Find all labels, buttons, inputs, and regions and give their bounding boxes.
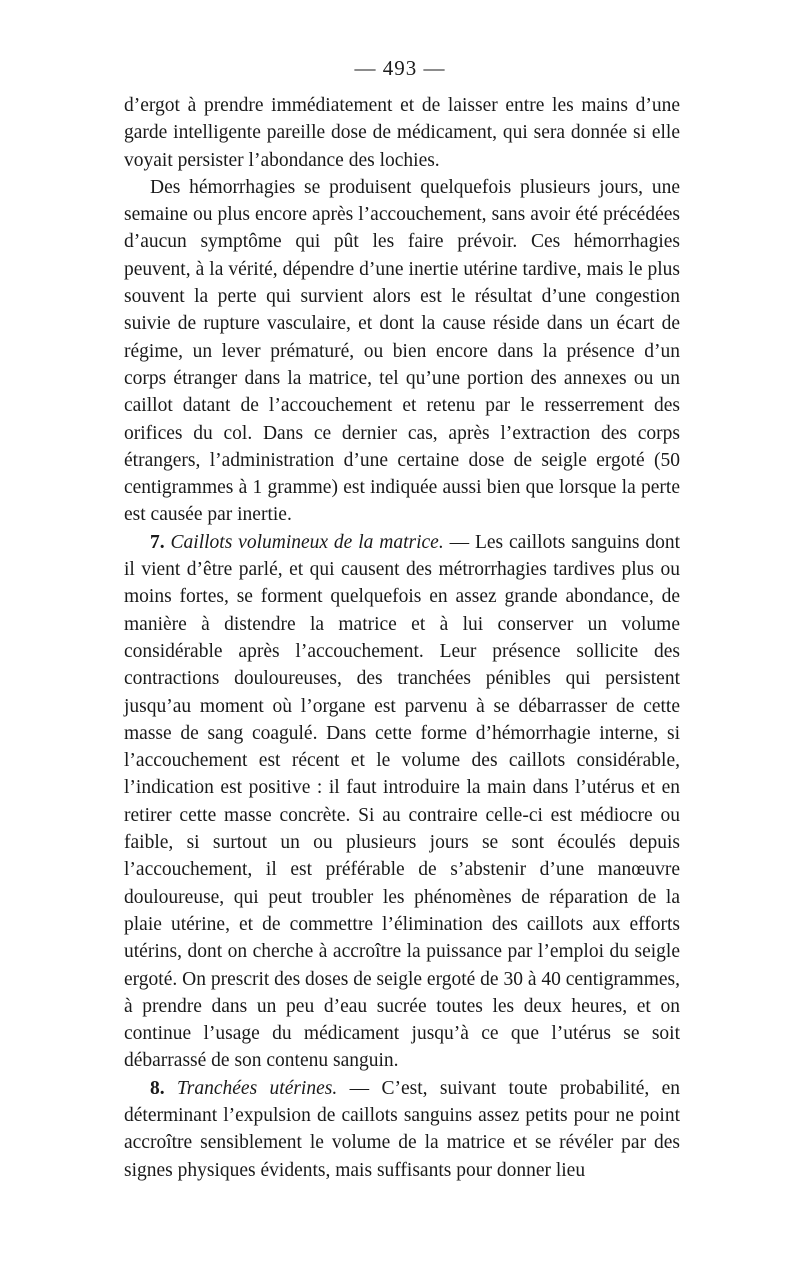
section-title: Tranchées utérines. xyxy=(177,1077,338,1099)
paragraph-text: — Les caillots sanguins dont il vient d’être parlé, et qui causent des métrorrhagies tardives plus ou moins fortes, se forment quelquefois en assez grande abondance, de manière à distendre la matrice et à lui conserver un volume considérable après l’accouchement. Leur présence sollicite des contractions douloureuses, des tranchées pénibles qui persistent jusqu’au moment où l’organe est parvenu à se débarrasser de cette masse de sang coagulé. Dans cette forme d’hémorrhagie interne, si l’accouchement est récent et le volume des caillots considérable, l’indication est positive : il faut introduire la main dans l’utérus et en retirer cette masse concrète. Si au contraire celle-ci est médiocre ou faible, si surtout un ou plusieurs jours se sont écoulés depuis l’accouchement, il est préférable de s’abstenir d’une manœuvre douloureuse, qui peut troubler les phénomènes de réparation de la plaie utérine, et de commettre l’élimination des caillots aux efforts utérins, dont on cherche à accroître la puissance par l’emploi du seigle ergoté. On prescrit des doses de seigle ergoté de 30 à 40 centigrammes, à prendre dans un peu d’eau sucrée toutes les deux heures, et on continue l’usage du médicament jusqu’à ce que l’utérus se soit débarrassé de son contenu sanguin. xyxy=(124,531,681,1072)
body-text xyxy=(124,92,680,1184)
section-7 xyxy=(124,529,680,1075)
section-8 xyxy=(124,1075,680,1184)
section-number: 7. xyxy=(150,531,165,553)
paragraph-late-hemorrhages xyxy=(124,174,680,529)
paragraph-text: — C’est, suivant toute probabilité, en déterminant l’expulsion de caillots sanguins assez petits pour ne point accroître sensiblement le volume de la matrice et se révéler par des signes physiques évidents, mais suffisants pour donner lieu xyxy=(124,1077,681,1181)
section-number: 8. xyxy=(150,1077,165,1099)
paragraph-text: Des hémorrhagies se produisent quelquefois plusieurs jours, une semaine ou plus encore après l’accouchement, sans avoir été précédées d’aucun symptôme qui pût les faire prévoir. Ces hémorrhagies peuvent, à la vérité, dépendre d’une inertie utérine tardive, mais le plus souvent la perte qui survient alors est le résultat d’une congestion suivie de rupture vasculaire, et dont la cause réside dans un écart de régime, un lever prématuré, ou bien encore dans la présence d’un corps étranger dans la matrice, tel qu’une portion des annexes ou un caillot datant de l’accouchement et retenu par le resserrement des orifices du col. Dans ce dernier cas, après l’extraction des corps étrangers, l’administration d’une certaine dose de seigle ergoté (50 centigrammes à 1 gramme) est indiquée aussi bien que lorsque la perte est causée par inertie. xyxy=(124,176,680,526)
section-title: Caillots volumineux de la matrice. xyxy=(170,531,444,553)
paragraph-continuation xyxy=(124,92,680,174)
page-number: — 493 — xyxy=(354,56,446,80)
paragraph-text: d’ergot à prendre immédiatement et de laisser entre les mains d’une garde intelligente pareille dose de médicament, qui sera donnée si elle voyait persister l’abondance des lochies. xyxy=(124,95,680,171)
